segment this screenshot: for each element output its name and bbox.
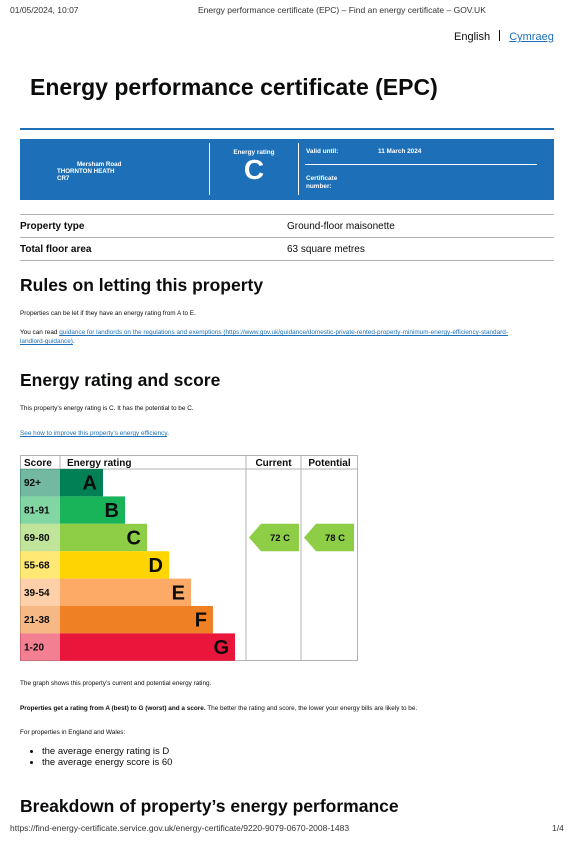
print-timestamp: 01/05/2024, 10:07 xyxy=(10,5,79,15)
page-title: Energy performance certificate (EPC) xyxy=(30,74,438,100)
floor-area-label: Total floor area xyxy=(20,244,92,255)
language-welsh-link[interactable]: Cymraeg xyxy=(509,31,554,43)
print-page-number: 1/4 xyxy=(552,823,564,833)
england-wales-intro: For properties in England and Wales: xyxy=(20,729,126,736)
language-switch xyxy=(454,30,554,43)
property-address xyxy=(57,161,121,182)
guidance-url-1[interactable]: (https://www.gov.uk/guidance/domestic-private-rented-property-minimum-energy-efficiency-standard- xyxy=(221,329,508,336)
band-range-g: 1-20 xyxy=(24,642,45,654)
energy-rating-letter: C xyxy=(243,154,265,185)
print-url: https://find-energy-certificate.service.gov.uk/energy-certificate/9220-9079-0670-2008-1483 xyxy=(10,823,350,833)
band-letter-c: C xyxy=(126,527,141,550)
certificate-label-line-1: Certificate xyxy=(306,175,338,182)
improve-efficiency-line xyxy=(20,429,169,438)
letting-paragraph-2 xyxy=(20,328,545,346)
address-line-1: Mersham Road xyxy=(77,161,122,168)
improve-link-end: . xyxy=(167,430,169,437)
band-range-e: 39-54 xyxy=(24,587,50,599)
rating-explanation-bold: Properties get a rating from A (best) to G (worst) and a score. xyxy=(20,705,206,712)
band-range-d: 55-68 xyxy=(24,560,50,572)
valid-until-label: Valid until: xyxy=(306,148,339,155)
average-score-item: • the average energy score is 60 xyxy=(42,757,172,768)
summary-divider-middle xyxy=(20,237,554,238)
print-page-title: Energy performance certificate (EPC) – Find an energy certificate – GOV.UK xyxy=(198,5,486,15)
band-bar-g xyxy=(60,633,235,660)
graph-explanation: The graph shows this property’s current and potential energy rating. xyxy=(20,680,212,687)
band-letter-d: D xyxy=(148,554,163,577)
letting-p2-prefix: You can read xyxy=(20,329,60,336)
title-divider xyxy=(20,128,554,130)
energy-rating-chart xyxy=(20,455,358,661)
summary-divider-bottom xyxy=(20,260,554,261)
language-divider xyxy=(499,30,500,41)
property-type-label: Property type xyxy=(20,221,85,232)
band-letter-a: A xyxy=(82,472,97,495)
letting-p2-end: . xyxy=(72,338,75,345)
property-type-value: Ground-floor maisonette xyxy=(287,221,395,232)
floor-area-value: 63 square metres xyxy=(287,244,365,255)
energy-rating-chart-svg xyxy=(20,455,358,661)
averages-list xyxy=(20,746,172,768)
rating-paragraph: This property’s energy rating is C. It has the potential to be C. xyxy=(20,405,194,412)
current-header: Current xyxy=(255,458,292,469)
band-range-c: 69-80 xyxy=(24,533,50,544)
band-range-f: 21-38 xyxy=(24,615,50,627)
energy-rating-header: Energy rating xyxy=(67,458,132,469)
band-letter-b: B xyxy=(104,500,119,523)
valid-until-value: 11 March 2024 xyxy=(378,148,422,155)
rating-explanation-rest: The better the rating and score, the lower your energy bills are likely to be. xyxy=(205,705,418,712)
band-range-a: 92+ xyxy=(24,478,41,490)
rating-heading: Energy rating and score xyxy=(20,370,221,390)
banner-divider-2 xyxy=(298,143,299,195)
guidance-url-2[interactable]: landlord-guidance) xyxy=(20,338,73,345)
certificate-number-label xyxy=(306,175,337,191)
summary-divider-top xyxy=(20,214,554,215)
address-line-3: CR7 xyxy=(57,175,70,182)
address-line-2: THORNTON HEATH xyxy=(57,168,115,175)
improve-efficiency-link[interactable]: See how to improve this property’s energy efficiency xyxy=(20,430,168,437)
band-letter-e: E xyxy=(171,582,185,605)
band-letter-f: F xyxy=(194,609,207,632)
average-rating-item: • the average energy rating is D xyxy=(42,746,172,757)
epc-banner xyxy=(20,139,554,200)
banner-inner-divider xyxy=(305,164,537,165)
letting-paragraph-1: Properties can be let if they have an energy rating from A to E. xyxy=(20,310,196,317)
guidance-landlords-link[interactable]: guidance for landlords on the regulations and exemptions xyxy=(59,329,222,336)
band-letter-g: G xyxy=(213,637,229,660)
band-bar-f xyxy=(60,606,213,633)
score-header: Score xyxy=(24,458,52,469)
certificate-label-line-2: number: xyxy=(306,183,332,190)
potential-rating-value: 78 C xyxy=(324,533,346,544)
energy-rating-label: Energy rating xyxy=(233,149,275,156)
band-range-b: 81-91 xyxy=(24,505,50,517)
rating-explanation xyxy=(20,704,417,713)
letting-heading: Rules on letting this property xyxy=(20,275,264,295)
potential-header: Potential xyxy=(308,458,351,469)
language-english: English xyxy=(454,31,491,43)
breakdown-heading: Breakdown of property’s energy performance xyxy=(20,796,399,816)
current-rating-value: 72 C xyxy=(269,533,291,544)
